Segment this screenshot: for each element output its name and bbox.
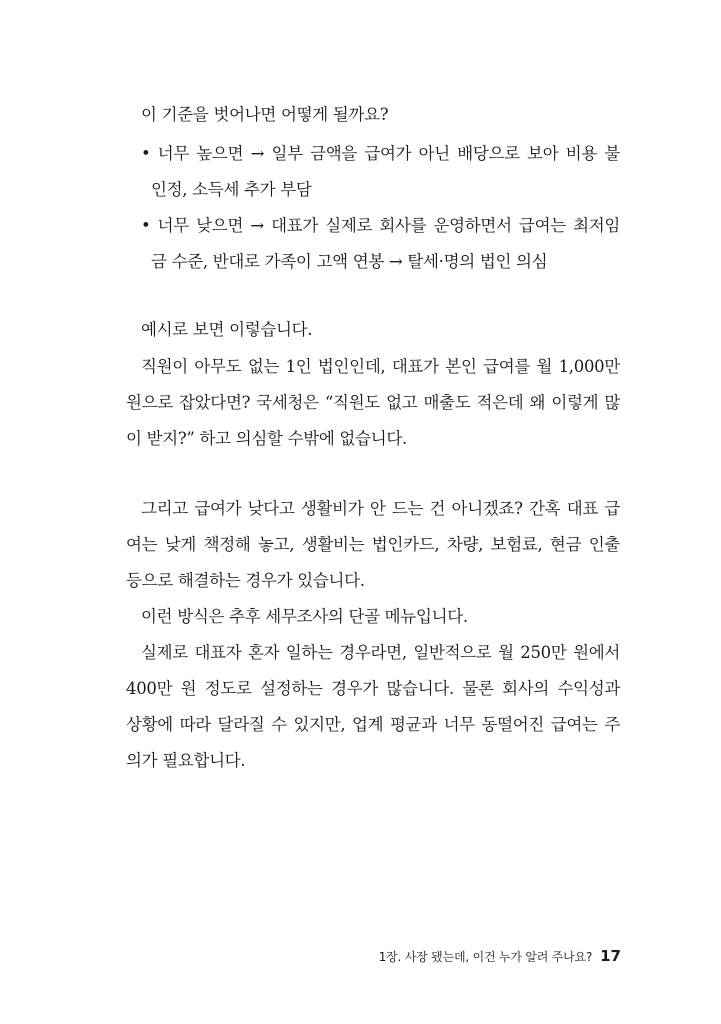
page-footer [300,946,621,970]
running-title: 1장. 사장 됐는데, 이건 누가 알려 주나요? [378,950,593,964]
text-line: 이 기준을 벗어나면 어떻게 될까요? [141,105,389,124]
bullet-item: • 너무 높으면 → 일부 금액을 급여가 아닌 배당으로 보아 비용 불 [141,144,620,163]
text-line: 이 받지?” 하고 의심할 수밖에 없습니다. [126,429,407,448]
page-number: 17 [600,947,621,965]
bullet-continuation: 금 수준, 반대로 가족이 고액 연봉 → 탈세·명의 법인 의심 [151,252,548,271]
text-line: 여는 낮게 책정해 놓고, 생활비는 법인카드, 차량, 보험료, 현금 인출 [126,535,620,554]
text-line: 실제로 대표자 혼자 일하는 경우라면, 일반적으로 월 250만 원에서 [141,643,620,662]
text-line: 의가 필요합니다. [126,751,246,770]
text-line: 상황에 따라 달라질 수 있지만, 업계 평균과 너무 동떨어진 급여는 주 [126,715,620,734]
text-line: 등으로 해결하는 경우가 있습니다. [126,571,365,590]
text-line: 400만 원 정도로 설정하는 경우가 많습니다. 물론 회사의 수익성과 [126,679,620,698]
text-line: 직원이 아무도 없는 1인 법인인데, 대표가 본인 급여를 월 1,000만 [141,357,620,376]
text-line: 예시로 보면 이렇습니다. [141,320,313,339]
text-line: 원으로 잡았다면? 국세청은 “직원도 없고 매출도 적은데 왜 이렇게 많 [126,393,620,412]
bullet-continuation: 인정, 소득세 추가 부담 [151,180,312,199]
bullet-item: • 너무 낮으면 → 대표가 실제로 회사를 운영하면서 급여는 최저임 [141,216,620,235]
text-line: 이런 방식은 추후 세무조사의 단골 메뉴입니다. [141,607,468,626]
text-line: 그리고 급여가 낮다고 생활비가 안 드는 건 아니겠죠? 간혹 대표 급 [141,499,620,518]
